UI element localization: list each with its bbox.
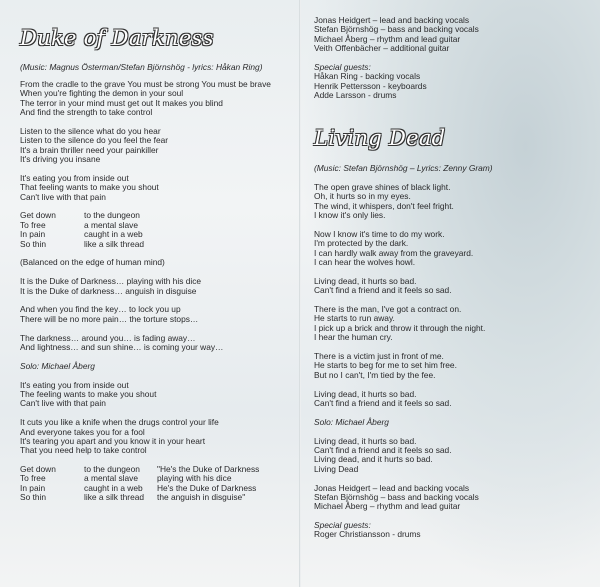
chorus-cell: In pain bbox=[20, 229, 46, 240]
guests-title: Special guests: bbox=[314, 61, 371, 72]
lyrics-left bbox=[20, 80, 271, 503]
lyric-line: I hear the human cry. bbox=[314, 332, 393, 343]
chorus-cell: like a silk thread bbox=[84, 238, 145, 249]
lyric-line: Listen to the silence do you feel the fear bbox=[20, 135, 169, 146]
guest: Adde Larsson - drums bbox=[314, 90, 397, 101]
chorus-cell: playing with his dice bbox=[157, 473, 232, 484]
chorus-cell: He's the Duke of Darkness bbox=[157, 482, 257, 493]
song-title-duke-of-darkness: Duke of Darkness bbox=[20, 26, 214, 50]
lyric-line: Living dead, it hurts so bad. bbox=[314, 435, 417, 446]
credits-top bbox=[314, 16, 479, 101]
song-credit: (Music: Stefan Björnshög – Lyrics: Zenny Gram) bbox=[314, 163, 493, 173]
lyric-line: There is the man, I've got a contract on. bbox=[314, 304, 462, 315]
lyric-line: And when you find the key… to lock you up bbox=[20, 304, 181, 315]
lyric-line: The open grave shines of black light. bbox=[314, 182, 451, 192]
chorus-cell: "He's the Duke of Darkness bbox=[157, 464, 260, 475]
lyric-line: The feeling wants to make you shout bbox=[20, 388, 157, 399]
lyric-line: Can't live with that pain bbox=[20, 398, 106, 409]
lyric-line: It is the Duke of darkness… anguish in disguise bbox=[20, 285, 197, 296]
chorus-cell: caught in a web bbox=[84, 482, 143, 493]
lyric-line: From the cradle to the grave You must be strong You must be brave bbox=[20, 79, 271, 89]
band-member: Jonas Heidgert – lead and backing vocals bbox=[314, 482, 470, 493]
chorus-cell: Get down bbox=[20, 210, 56, 221]
lyric-line: He starts to beg for me to set him free. bbox=[314, 360, 457, 371]
lyric-line: Can't find a friend and it feels so sad. bbox=[314, 397, 452, 408]
chorus-table-final bbox=[20, 465, 259, 503]
lyric-line: It's tearing you apart and you know it in your heart bbox=[20, 435, 206, 446]
chorus-table bbox=[20, 211, 144, 249]
lyric-line: I can hardly walk away from the graveyard. bbox=[314, 247, 474, 258]
lyric-line: Oh, it hurts so in my eyes. bbox=[314, 191, 411, 202]
chorus-cell: To free bbox=[20, 219, 46, 230]
lyric-line: There is a victim just in front of me. bbox=[314, 351, 444, 362]
guests-title: Special guests: bbox=[314, 520, 371, 531]
guest: Håkan Ring - backing vocals bbox=[314, 71, 421, 82]
guest: Henrik Pettersson - keyboards bbox=[314, 80, 427, 91]
lyric-line: And everyone takes you for a fool bbox=[20, 426, 145, 437]
lyric-line: Living dead, it hurts so bad. bbox=[314, 275, 417, 286]
lyric-line: The wind, it whispers, don't feel fright. bbox=[314, 200, 454, 211]
lyric-line: That you need help to take control bbox=[20, 445, 147, 456]
band-member: Jonas Heidgert – lead and backing vocals bbox=[314, 15, 470, 25]
lyric-line: When you're fighting the demon in your soul bbox=[20, 88, 184, 99]
chorus-cell: to the dungeon bbox=[84, 464, 140, 475]
lyric-line: He starts to run away. bbox=[314, 313, 395, 324]
solo-label: Solo: Michael Åberg bbox=[314, 416, 389, 427]
lyric-line: The terror in your mind must get out It makes you blind bbox=[20, 97, 223, 108]
lyric-line: Living dead, and it hurts so bad. bbox=[314, 454, 433, 465]
chorus-cell: Get down bbox=[20, 464, 56, 475]
lyric-line: I pick up a brick and throw it through the night. bbox=[314, 322, 486, 333]
chorus-cell: like a silk thread bbox=[84, 492, 145, 503]
lyric-line: It's eating you from inside out bbox=[20, 379, 129, 390]
solo-label: Solo: Michael Åberg bbox=[20, 360, 95, 371]
lyric-line: I know it's only lies. bbox=[314, 210, 386, 221]
band-member: Stefan Björnshög – bass and backing vocals bbox=[314, 24, 479, 35]
lyric-line: And lightness… and sun shine… is coming your way… bbox=[20, 342, 224, 352]
lyric-line: The darkness… around you… is fading away… bbox=[20, 332, 196, 343]
band-member: Stefan Björnshög – bass and backing vocals bbox=[314, 491, 479, 502]
chorus-cell: To free bbox=[20, 473, 46, 484]
right-page bbox=[300, 0, 600, 587]
lyric-line: But no I can't, I'm tied by the fee. bbox=[314, 369, 436, 380]
lyric-line: Listen to the silence what do you hear bbox=[20, 125, 161, 136]
chorus-cell: a mental slave bbox=[84, 473, 138, 484]
song-title-living-dead: Living Dead bbox=[314, 126, 446, 150]
chorus-cell: caught in a web bbox=[84, 229, 143, 240]
band-member: Michael Åberg – rhythm and lead guitar bbox=[314, 33, 461, 44]
lyric-line: That feeling wants to make you shout bbox=[20, 182, 159, 193]
lyric-line: (Balanced on the edge of human mind) bbox=[20, 257, 165, 268]
lyric-line: It's a brain thriller need your painkiller bbox=[20, 144, 159, 155]
lyrics-right bbox=[314, 183, 485, 540]
lyric-line: Can't find a friend and it feels so sad. bbox=[314, 444, 452, 455]
chorus-cell: In pain bbox=[20, 482, 46, 493]
lyric-line: I'm protected by the dark. bbox=[314, 238, 409, 249]
lyric-line: Can't find a friend and it feels so sad. bbox=[314, 285, 452, 296]
song-credit: (Music: Magnus Österman/Stefan Björnshög - lyrics: Håkan Ring) bbox=[20, 62, 263, 72]
band-member: Michael Åberg – rhythm and lead guitar bbox=[314, 501, 461, 512]
chorus-cell: So thin bbox=[20, 238, 47, 249]
guest: Roger Christiansson - drums bbox=[314, 529, 421, 540]
lyric-line: Can't live with that pain bbox=[20, 191, 106, 202]
lyric-line: It is the Duke of Darkness… playing with his dice bbox=[20, 276, 202, 287]
chorus-cell: a mental slave bbox=[84, 219, 138, 230]
lyric-line: Living Dead bbox=[314, 463, 359, 474]
chorus-cell: to the dungeon bbox=[84, 210, 140, 221]
lyric-line: And find the strength to take control bbox=[20, 107, 153, 118]
lyric-line: I can hear the wolves howl. bbox=[314, 257, 416, 268]
lyric-line: There will be no more pain… the torture stops… bbox=[20, 313, 199, 324]
lyric-line: It's driving you insane bbox=[20, 154, 101, 165]
band-member: Veith Offenbächer – additional guitar bbox=[314, 43, 450, 54]
lyric-line: Living dead, it hurts so bad. bbox=[314, 388, 417, 399]
lyric-line: It cuts you like a knife when the drugs control your life bbox=[20, 417, 219, 428]
lyric-line: Now I know it's time to do my work. bbox=[314, 228, 445, 239]
chorus-cell: the anguish in disguise" bbox=[157, 492, 246, 503]
lyric-line: It's eating you from inside out bbox=[20, 172, 129, 183]
chorus-cell: So thin bbox=[20, 492, 47, 503]
